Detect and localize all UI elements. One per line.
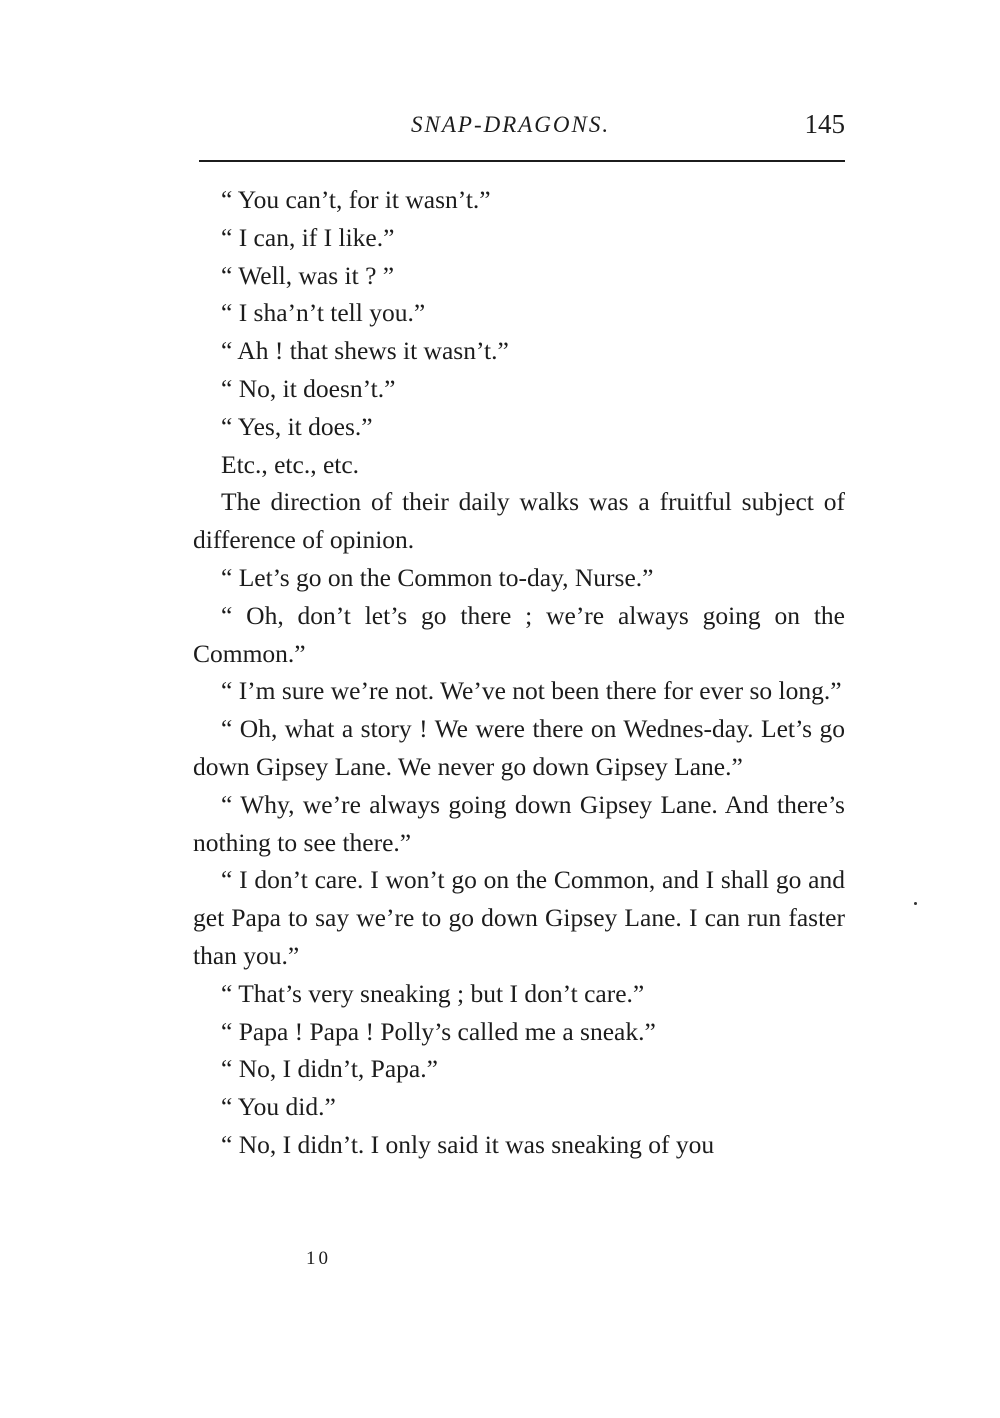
paragraph: “ That’s very sneaking ; but I don’t care.” bbox=[221, 978, 645, 1008]
signature-mark: 10 bbox=[306, 1248, 331, 1269]
paragraph: “ Yes, it does.” bbox=[221, 411, 373, 441]
page-header bbox=[197, 104, 845, 144]
paragraph: “ Oh, what a story ! We were there on Wednes-day. Let’s go down Gipsey Lane. We never go down Gipsey Lane.” bbox=[193, 714, 845, 781]
paragraph: “ No, it doesn’t.” bbox=[221, 373, 396, 403]
page-number: 145 bbox=[804, 109, 845, 139]
paragraph: “ No, I didn’t, Papa.” bbox=[221, 1054, 438, 1084]
header-rule bbox=[199, 160, 845, 162]
paragraph: “ No, I didn’t. I only said it was sneaking of you bbox=[221, 1129, 715, 1159]
paragraph: “ Oh, don’t let’s go there ; we’re always going on the Common.” bbox=[193, 600, 845, 668]
paragraph: “ I’m sure we’re not. We’ve not been there for ever so long.” bbox=[221, 676, 842, 706]
paragraph: “ You can’t, for it wasn’t.” bbox=[221, 185, 491, 214]
paragraph: The direction of their daily walks was a fruitful subject of difference of opinion. bbox=[193, 487, 845, 555]
paragraph: “ Let’s go on the Common to-day, Nurse.” bbox=[221, 562, 654, 592]
paragraph: Etc., etc., etc. bbox=[221, 449, 360, 479]
ink-speck bbox=[914, 902, 917, 905]
paragraph: “ Ah ! that shews it wasn’t.” bbox=[221, 336, 509, 366]
paragraph: “ Why, we’re always going down Gipsey Lane. And there’s nothing to see there.” bbox=[193, 789, 845, 857]
paragraph: “ Papa ! Papa ! Polly’s called me a sneak.” bbox=[221, 1016, 656, 1046]
paragraph: “ You did.” bbox=[221, 1092, 336, 1122]
paragraph: “ Well, was it ? ” bbox=[221, 260, 395, 290]
paragraph: “ I sha’n’t tell you.” bbox=[221, 298, 426, 328]
paragraph: “ I don’t care. I won’t go on the Common, and I shall go and get Papa to say we’re to go down Gipsey Lane. I can run faster than you.” bbox=[193, 865, 845, 970]
body-text bbox=[193, 181, 845, 1164]
paragraph: “ I can, if I like.” bbox=[221, 222, 395, 252]
running-title: SNAP-DRAGONS. bbox=[411, 112, 611, 137]
